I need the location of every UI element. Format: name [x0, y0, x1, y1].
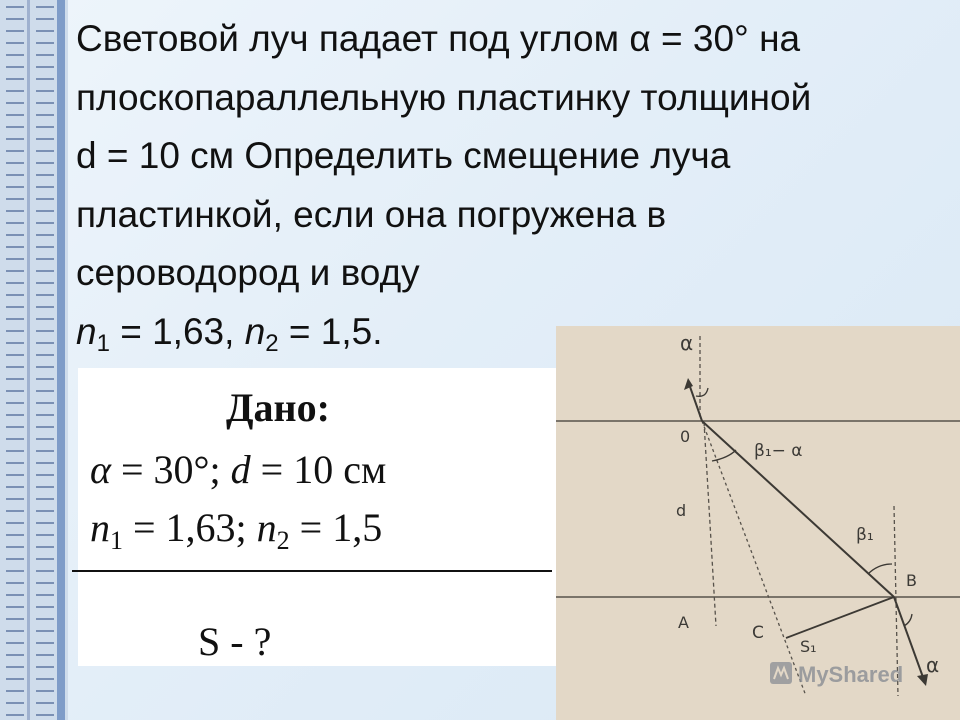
n1-symbol: n: [76, 310, 97, 352]
d-symbol: d: [230, 447, 251, 492]
incident-continuation: [702, 421, 806, 696]
label-point-a: A: [678, 613, 689, 632]
watermark-text: MyShared: [798, 662, 904, 687]
binder-strip: [0, 0, 68, 720]
watermark-logo: [770, 662, 903, 687]
problem-line-1: Световой луч падает под углом α = 30° на: [76, 18, 801, 59]
beta1-arc: [868, 564, 892, 574]
problem-line-2: плоскопараллельную пластинку толщиной: [76, 76, 812, 118]
label-alpha-top: α: [680, 331, 694, 355]
given-box: [78, 368, 562, 666]
binder-bar: [57, 0, 65, 720]
label-beta1: β₁: [856, 525, 874, 545]
given-row-n: [90, 504, 383, 555]
given-n1-subscript: 1: [110, 526, 123, 555]
n2-subscript: 2: [265, 329, 279, 357]
given-n2-symbol: n: [256, 505, 277, 550]
label-d: d: [676, 501, 687, 520]
given-n2-value: = 1,5: [289, 505, 383, 550]
label-point-o: 0: [680, 427, 691, 446]
find-text: S - ?: [198, 619, 272, 664]
label-s1: S₁: [800, 637, 817, 656]
problem-line-4: пластинкой, если она погружена в: [76, 193, 667, 235]
n2-symbol: n: [244, 310, 266, 352]
given-n2-subscript: 2: [276, 526, 290, 555]
d-value: = 10 см: [250, 447, 387, 492]
alpha-bottom-arc: [904, 614, 912, 626]
alpha-symbol: α: [90, 447, 111, 492]
label-point-c: C: [752, 623, 764, 643]
given-n1-value: = 1,63;: [123, 505, 257, 550]
n1-value: = 1,63,: [109, 310, 245, 352]
alpha-value: = 30°;: [111, 447, 231, 492]
n1-subscript: 1: [96, 329, 110, 357]
binder-rings: [6, 0, 54, 720]
problem-line-3: d = 10 см Определить смещение луча: [76, 135, 731, 176]
problem-statement: [76, 10, 956, 361]
binder-spine: [27, 0, 30, 720]
given-divider: [72, 570, 552, 572]
label-beta1-minus-alpha: β₁− α: [754, 441, 803, 461]
shift-segment: [786, 597, 894, 638]
n2-value: = 1,5.: [278, 310, 383, 352]
given-row-alpha-d: [90, 446, 386, 493]
ray-diagram-svg: [556, 326, 960, 720]
alpha-arc: [696, 388, 708, 396]
given-n1-symbol: n: [90, 505, 110, 550]
label-point-b: B: [906, 571, 917, 590]
problem-line-5: сероводород и воду: [76, 252, 420, 293]
label-alpha-bottom: α: [926, 653, 940, 677]
incident-arrow-icon: [684, 378, 693, 390]
ray-diagram: [556, 326, 960, 720]
given-title: Дано:: [226, 385, 330, 430]
normal-inside: [704, 422, 716, 626]
